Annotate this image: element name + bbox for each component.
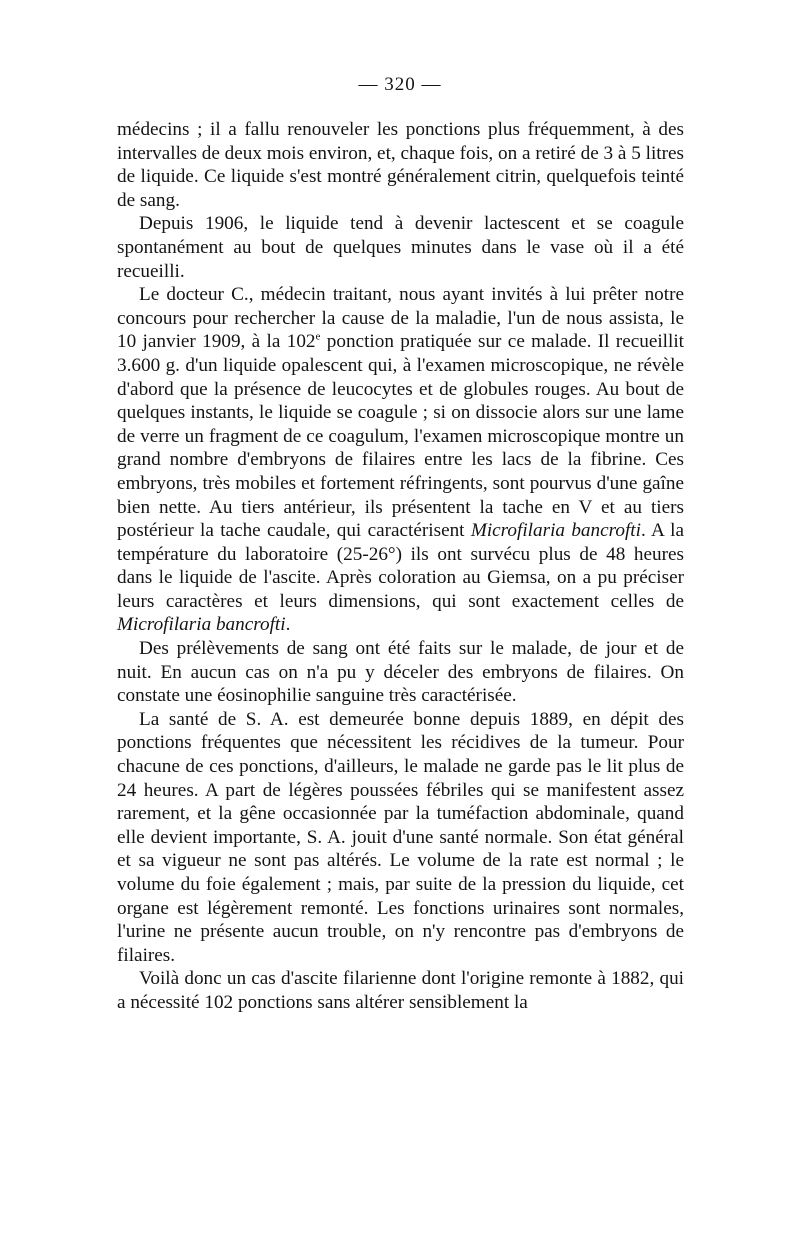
paragraph-4: Des prélèvements de sang ont été faits sur le malade, de jour et de nuit. En aucun cas on n'a pu y déceler des embryons de filaires. On constate une éosinophilie sanguine très caractérisée.	[117, 638, 684, 707]
paragraph-2: Depuis 1906, le liquide tend à devenir lactescent et se coagule spontanément au bout de quelques minutes dans le vase où il a été recueilli.	[117, 213, 684, 282]
paragraph-3-text-c: . A la température du laboratoire (25-26°) ils ont survécu plus de 48 heures dans le liquide de l'ascite. Après coloration au Giemsa, on a pu préciser leurs caractères et leurs dimensions, qui sont exactement celles de	[117, 520, 685, 612]
ordinal-superscript: e	[315, 330, 321, 343]
species-name-italic: Microfilaria bancrofti	[470, 520, 641, 542]
species-name-italic-2: Microfilaria bancrofti	[117, 614, 286, 636]
paragraph-5: La santé de S. A. est demeurée bonne depuis 1889, en dépit des ponctions fréquentes que nécessitent les récidives de la tumeur. Pour chacune de ces ponctions, d'ailleurs, le malade ne garde pas le lit plus de 24 heures. A part de légères poussées fébriles qui se manifestent assez rarement, et la gêne occasionnée par la tuméfaction abdominale, quand elle devient importante, S. A. jouit d'une santé normale. Son état général et sa vigueur ne sont pas altérés. Le volume de la rate est normal ; le volume du foie également ; mais, par suite de la pression du liquide, cet organe est légèrement remonté. Les fonctions urinaires sont normales, l'urine ne présente aucun trouble, on n'y rencontre pas d'embryons de filaires.	[117, 708, 684, 966]
paragraph-6: Voilà donc un cas d'ascite filarienne dont l'origine remonte à 1882, qui a nécessité 102 ponctions sans altérer sensiblement la	[117, 968, 684, 1013]
paragraph-3-text-a: Le docteur C., médecin traitant, nous ayant invités à lui prêter notre concours pour rechercher la cause de la maladie, l'un de nous assista, le 10 janvier 1909, à la 102	[117, 284, 684, 353]
paragraph-3	[117, 283, 684, 637]
paragraph-3-text-d: .	[285, 614, 291, 636]
page-number: — 320 —	[358, 74, 442, 95]
body-text	[117, 118, 684, 1015]
paragraph-1: médecins ; il a fallu renouveler les ponctions plus fréquemment, à des intervalles de deux mois environ, et, chaque fois, on a retiré de 3 à 5 litres de liquide. Ce liquide s'est montré généralement citrin, quelquefois teinté de sang.	[117, 119, 684, 211]
paragraph-3-text-b: ponction pratiquée sur ce malade. Il recueillit 3.600 g. d'un liquide opalescent qui, à l'examen microscopique, ne révèle d'abord que la présence de leucocytes et de globules rouges. Au bout de quelques instants, le liquide se coagule ; si on dissocie alors sur une lame de verre un fragment de ce coagulum, l'examen microscopique montre un grand nombre d'embryons de filaires entre les lacs de la fibrine. Ces embryons, très mobiles et fortement réfringents, sont pourvus d'une gaîne bien nette. Au tiers antérieur, ils présentent la tache en V et au tiers postérieur la tache caudale, qui caractérisent	[117, 331, 684, 542]
